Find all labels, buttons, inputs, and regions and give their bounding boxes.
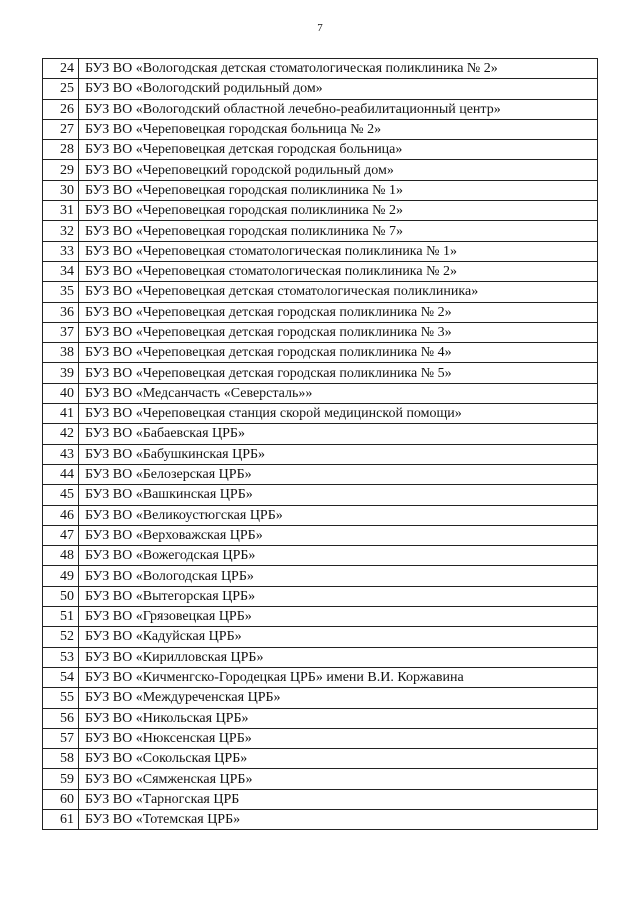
table-row [43, 383, 598, 403]
row-number: 25 [43, 79, 79, 99]
organization-name: БУЗ ВО «Череповецкая детская городская поликлиника № 2» [79, 302, 598, 322]
row-number: 33 [43, 241, 79, 261]
organization-name: БУЗ ВО «Кирилловская ЦРБ» [79, 647, 598, 667]
table-row [43, 485, 598, 505]
organization-name: БУЗ ВО «Великоустюгская ЦРБ» [79, 505, 598, 525]
row-number: 47 [43, 525, 79, 545]
row-number: 27 [43, 119, 79, 139]
table-row [43, 688, 598, 708]
row-number: 35 [43, 282, 79, 302]
table-row [43, 343, 598, 363]
row-number: 30 [43, 180, 79, 200]
row-number: 32 [43, 221, 79, 241]
row-number: 51 [43, 607, 79, 627]
organization-name: БУЗ ВО «Вашкинская ЦРБ» [79, 485, 598, 505]
table-row [43, 221, 598, 241]
page-number: 7 [317, 22, 323, 34]
row-number: 36 [43, 302, 79, 322]
table-row [43, 708, 598, 728]
organization-name: БУЗ ВО «Кадуйская ЦРБ» [79, 627, 598, 647]
organization-name: БУЗ ВО «Верховажская ЦРБ» [79, 525, 598, 545]
table-row [43, 404, 598, 424]
table-row [43, 99, 598, 119]
organization-name: БУЗ ВО «Бабаевская ЦРБ» [79, 424, 598, 444]
organization-name: БУЗ ВО «Кичменгско-Городецкая ЦРБ» имени В.И. Коржавина [79, 667, 598, 687]
row-number: 57 [43, 728, 79, 748]
table-row [43, 363, 598, 383]
table-row [43, 444, 598, 464]
row-number: 45 [43, 485, 79, 505]
table-row [43, 160, 598, 180]
table-row [43, 322, 598, 342]
organization-name: БУЗ ВО «Вологодский родильный дом» [79, 79, 598, 99]
table-row [43, 505, 598, 525]
organization-name: БУЗ ВО «Нюксенская ЦРБ» [79, 728, 598, 748]
table-row [43, 525, 598, 545]
row-number: 61 [43, 809, 79, 829]
organization-name: БУЗ ВО «Бабушкинская ЦРБ» [79, 444, 598, 464]
table-row [43, 809, 598, 829]
row-number: 50 [43, 586, 79, 606]
organization-name: БУЗ ВО «Вытегорская ЦРБ» [79, 586, 598, 606]
organization-name: БУЗ ВО «Вологодский областной лечебно-реабилитационный центр» [79, 99, 598, 119]
organization-name: БУЗ ВО «Никольская ЦРБ» [79, 708, 598, 728]
organization-name: БУЗ ВО «Белозерская ЦРБ» [79, 464, 598, 484]
table-row [43, 749, 598, 769]
row-number: 60 [43, 789, 79, 809]
organization-name: БУЗ ВО «Череповецкая детская городская поликлиника № 4» [79, 343, 598, 363]
organization-name: БУЗ ВО «Вологодская ЦРБ» [79, 566, 598, 586]
row-number: 44 [43, 464, 79, 484]
row-number: 58 [43, 749, 79, 769]
table-row [43, 728, 598, 748]
row-number: 31 [43, 201, 79, 221]
table-row [43, 302, 598, 322]
row-number: 26 [43, 99, 79, 119]
row-number: 40 [43, 383, 79, 403]
table-row [43, 201, 598, 221]
organization-name: БУЗ ВО «Сокольская ЦРБ» [79, 749, 598, 769]
row-number: 37 [43, 322, 79, 342]
row-number: 46 [43, 505, 79, 525]
organization-name: БУЗ ВО «Череповецкая городская поликлиника № 1» [79, 180, 598, 200]
table-row [43, 546, 598, 566]
row-number: 54 [43, 667, 79, 687]
row-number: 42 [43, 424, 79, 444]
table-row [43, 566, 598, 586]
organization-name: БУЗ ВО «Тотемская ЦРБ» [79, 809, 598, 829]
row-number: 34 [43, 261, 79, 281]
organization-name: БУЗ ВО «Тарногская ЦРБ [79, 789, 598, 809]
table-row [43, 424, 598, 444]
row-number: 41 [43, 404, 79, 424]
table-row [43, 261, 598, 281]
table-row [43, 667, 598, 687]
table-row [43, 180, 598, 200]
organization-name: БУЗ ВО «Череповецкая стоматологическая поликлиника № 1» [79, 241, 598, 261]
row-number: 53 [43, 647, 79, 667]
organization-name: БУЗ ВО «Череповецкая детская городская больница» [79, 140, 598, 160]
row-number: 59 [43, 769, 79, 789]
organizations-table [42, 58, 598, 830]
table-row [43, 607, 598, 627]
row-number: 24 [43, 59, 79, 79]
table-row [43, 140, 598, 160]
organization-name: БУЗ ВО «Череповецкая стоматологическая поликлиника № 2» [79, 261, 598, 281]
organization-name: БУЗ ВО «Грязовецкая ЦРБ» [79, 607, 598, 627]
table-row [43, 241, 598, 261]
organization-name: БУЗ ВО «Сямженская ЦРБ» [79, 769, 598, 789]
organization-name: БУЗ ВО «Междуреченская ЦРБ» [79, 688, 598, 708]
organization-name: БУЗ ВО «Череповецкая детская городская поликлиника № 3» [79, 322, 598, 342]
organization-name: БУЗ ВО «Медсанчасть «Северсталь»» [79, 383, 598, 403]
organization-name: БУЗ ВО «Череповецкая детская стоматологическая поликлиника» [79, 282, 598, 302]
row-number: 48 [43, 546, 79, 566]
table-row [43, 59, 598, 79]
row-number: 28 [43, 140, 79, 160]
table-row [43, 282, 598, 302]
row-number: 49 [43, 566, 79, 586]
organization-name: БУЗ ВО «Череповецкий городской родильный дом» [79, 160, 598, 180]
table-row [43, 789, 598, 809]
table-body [43, 59, 598, 830]
row-number: 43 [43, 444, 79, 464]
organization-name: БУЗ ВО «Череповецкая городская больница № 2» [79, 119, 598, 139]
row-number: 56 [43, 708, 79, 728]
table-row [43, 586, 598, 606]
organization-name: БУЗ ВО «Череповецкая детская городская поликлиника № 5» [79, 363, 598, 383]
row-number: 29 [43, 160, 79, 180]
row-number: 55 [43, 688, 79, 708]
table-row [43, 627, 598, 647]
organization-name: БУЗ ВО «Вологодская детская стоматологическая поликлиника № 2» [79, 59, 598, 79]
row-number: 39 [43, 363, 79, 383]
row-number: 38 [43, 343, 79, 363]
organization-name: БУЗ ВО «Череповецкая городская поликлиника № 2» [79, 201, 598, 221]
organization-name: БУЗ ВО «Череповецкая городская поликлиника № 7» [79, 221, 598, 241]
table-row [43, 769, 598, 789]
organization-name: БУЗ ВО «Вожегодская ЦРБ» [79, 546, 598, 566]
organization-name: БУЗ ВО «Череповецкая станция скорой медицинской помощи» [79, 404, 598, 424]
table-row [43, 464, 598, 484]
table-row [43, 79, 598, 99]
table-row [43, 119, 598, 139]
table-row [43, 647, 598, 667]
row-number: 52 [43, 627, 79, 647]
